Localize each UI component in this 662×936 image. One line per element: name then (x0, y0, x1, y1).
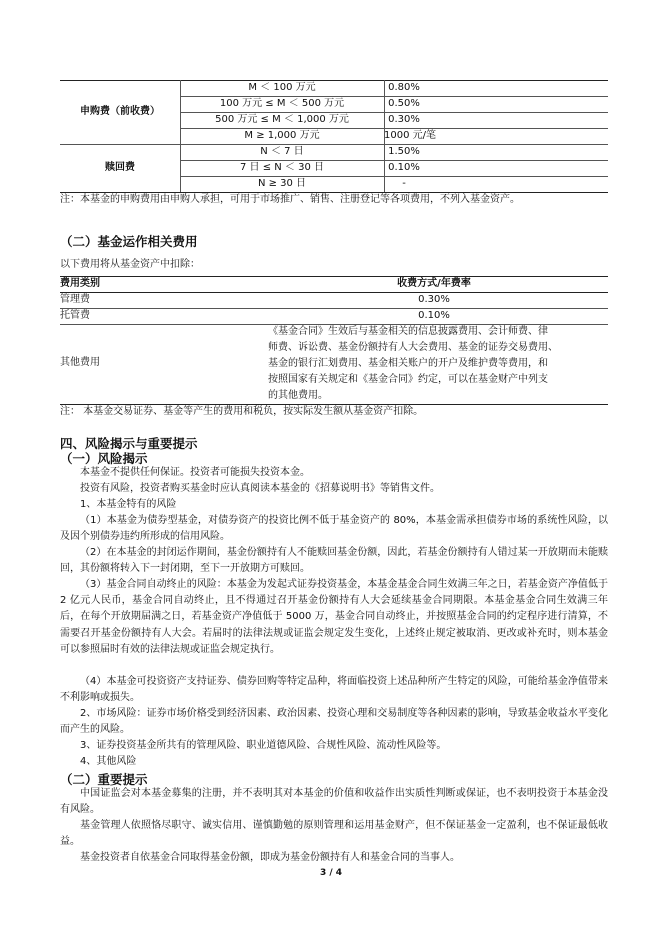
row-divider (180, 128, 608, 129)
row-divider (180, 96, 608, 97)
fee-type: 托管费 (60, 310, 90, 321)
section-heading: 四、风险揭示与重要提示 (60, 436, 198, 451)
row-divider (180, 176, 608, 177)
paragraph: 3、证券投资基金所共有的管理风险、职业道德风险、合规性风险、流动性风险等。 (80, 740, 447, 751)
row-divider (180, 112, 608, 113)
subsection-heading: （二）重要提示 (60, 772, 148, 787)
redeem-rate: 1.50% (388, 146, 420, 157)
purchase-range: M ≥ 1,000 万元 (244, 130, 320, 141)
other-fee-line: 基金的银行汇划费用、基金相关账户的开户及维护费等费用，和 (268, 358, 548, 369)
other-fee-line: 按照国家有关规定和《基金合同》约定，可以在基金财产中列支 (268, 374, 548, 385)
other-fee-line: 的其他费用。 (268, 390, 328, 401)
purchase-range: 500 万元 ≤ M ＜ 1,000 万元 (215, 114, 349, 125)
table-top-rule (60, 276, 608, 277)
purchase-fee-note: 注：本基金的申购费用由申购人承担，可用于市场推广、销售、注册登记等各项费用，不列入基金资产。 (60, 194, 520, 205)
paragraph: （2）在本基金的封闭运作期间，基金份额持有人不能赎回基金份额，因此，若基金份额持有人错过某一开放期而未能赎回，其份额将转入下一封闭期，至下一开放期方可赎回。 (60, 547, 608, 575)
paragraph: 2、市场风险：证券市场价格受到经济因素、政治因素、投资心理和交易制度等各种因素的影响，导致基金收益水平变化而产生的风险。 (60, 708, 608, 736)
row-divider (60, 308, 608, 309)
paragraph: 投资有风险，投资者购买基金时应认真阅读本基金的《招募说明书》等销售文件。 (80, 483, 440, 494)
other-fee-line: 师费、诉讼费、基金份额持有人大会费用、基金的证券交易费用、 (268, 342, 558, 353)
column-header-type: 费用类别 (60, 278, 100, 289)
purchase-rate: 0.50% (388, 98, 420, 109)
redeem-rate: - (402, 178, 406, 189)
fee-type: 其他费用 (60, 357, 100, 368)
redeem-range: 7 日 ≤ N ＜ 30 日 (239, 162, 325, 173)
paragraph: （3）基金合同自动终止的风险：本基金为发起式证券投资基金，本基金基金合同生效满三年之日，若基金资产净值低于 2 亿元人民币，基金合同自动终止，且不得通过召开基金份额持有人大会延续基金合同期限。本基金基金合同生效满三年后，在每个开放期届满之日，若基金资产净值低于 5000 万，基金合同自动终止，并按照基金合同的约定程序进行清算，不需要召开基金份额持有人大会。若届时的法律法规或证监会规定发生变化，上述终止规定被取消、更改或补充时，则本基金可以参照届时有效的法律法规或证监会规定执行。 (60, 579, 608, 655)
ops-intro: 以下费用将从基金资产中扣除： (60, 259, 200, 270)
operating-fee-note: 注： 本基金交易证券、基金等产生的费用和税负，按实际发生额从基金资产扣除。 (60, 406, 424, 417)
paragraph: 中国证监会对本基金募集的注册，并不表明其对本基金的价值和收益作出实质性判断或保证，也不表明投资于本基金没有风险。 (60, 788, 608, 816)
purchase-fee-label: 申购费（前收费） (80, 106, 160, 117)
fee-type: 管理费 (60, 294, 90, 305)
page-number: 3 / 4 (319, 868, 343, 878)
section-heading: （二）基金运作相关费用 (60, 234, 198, 249)
purchase-range: 100 万元 ≤ M ＜ 500 万元 (219, 98, 345, 109)
fee-rate: 0.30% (418, 294, 450, 305)
purchase-rate: 1000 元/笔 (384, 130, 436, 141)
column-header-rate: 收费方式/年费率 (397, 278, 471, 289)
row-divider (180, 160, 608, 161)
paragraph: 本基金不提供任何保证。投资者可能损失投资本金。 (80, 467, 310, 478)
redeem-rate: 0.10% (388, 162, 420, 173)
purchase-rate: 0.30% (388, 114, 420, 125)
paragraph: 基金投资者自依基金合同取得基金份额，即成为基金份额持有人和基金合同的当事人。 (80, 852, 460, 863)
redeem-fee-label: 赎回费 (105, 162, 135, 173)
paragraph: 1、本基金特有的风险 (80, 499, 177, 510)
paragraph: （4）本基金可投资资产支持证券、债券回购等特定品种，将面临投资上述品种所产生特定的风险，可能给基金净值带来不利影响或损失。 (60, 676, 608, 704)
paragraph: 基金管理人依照恪尽职守、诚实信用、谨慎勤勉的原则管理和运用基金财产，但不保证基金一定盈利，也不保证最低收益。 (60, 820, 608, 848)
other-fee-line: 《基金合同》生效后与基金相关的信息披露费用、会计师费、律 (268, 326, 548, 337)
purchase-rate: 0.80% (388, 82, 420, 93)
row-divider (60, 324, 608, 325)
header-rule (60, 292, 608, 293)
subsection-heading: （一）风险揭示 (60, 451, 148, 466)
table-top-rule (60, 80, 608, 81)
paragraph: 4、其他风险 (80, 756, 137, 767)
row-divider (60, 144, 608, 145)
purchase-range: M ＜ 100 万元 (248, 82, 316, 93)
redeem-range: N ＜ 7 日 (260, 146, 304, 157)
fee-rate: 0.10% (418, 310, 450, 321)
paragraph: （1）本基金为债券型基金，对债券资产的投资比例不低于基金资产的 80%，本基金需承担债券市场的系统性风险，以及因个别债券违约所形成的信用风险。 (60, 515, 608, 543)
redeem-range: N ≥ 30 日 (257, 178, 307, 189)
